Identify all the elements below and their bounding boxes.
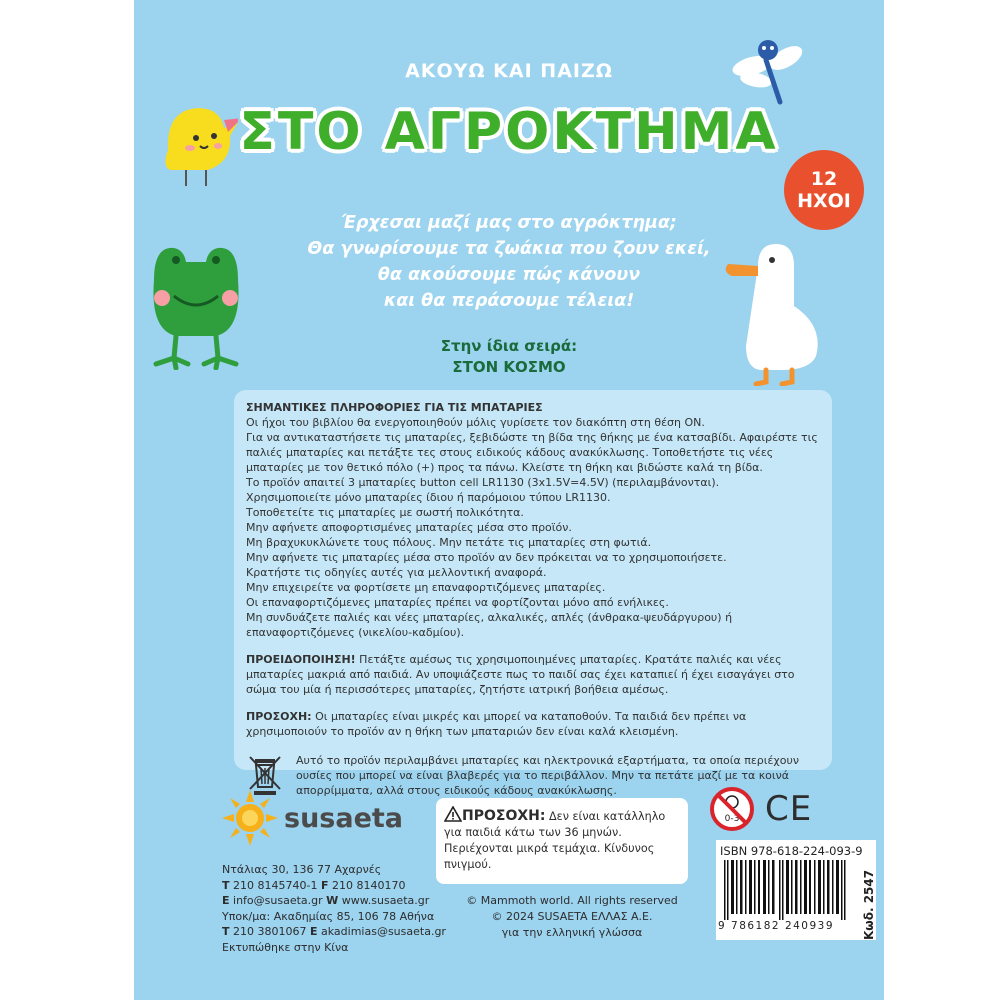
battery-info-line: Τοποθετείτε τις μπαταρίες με σωστή πολικότητα. [246,506,524,519]
battery-info-line: Χρησιμοποιείτε μόνο μπαταρίες ίδιου ή παρόμοιου τύπου LR1130. [246,491,611,504]
sounds-count: 12 [810,168,838,190]
same-series-label: Στην ίδια σειρά: [440,337,578,355]
battery-caution [246,709,820,739]
battery-info-line: Κρατήστε τις οδηγίες αυτές για μελλοντική αναφορά. [246,566,547,579]
isbn-text: ISBN 978-618-224-093-9 [720,844,863,858]
age-restriction-icon [709,786,755,832]
book-title: ΣΤΟ ΑΓΡΟΚΤΗΜΑ [239,102,779,162]
phone-label: T [222,878,230,892]
barcode-number: 9 786182 240939 [718,920,835,932]
sun-logo-icon [222,790,278,846]
intro-text [274,210,744,314]
same-series-title: ΣΤΟΝ ΚΟΣΜΟ [452,358,566,376]
battery-info-heading: ΣΗΜΑΝΤΙΚΕΣ ΠΛΗΡΟΦΟΡΙΕΣ ΓΙΑ ΤΙΣ ΜΠΑΤΑΡΙΕΣ [246,401,543,414]
phone-number: 210 8145740-1 [229,878,321,892]
crossed-bin-icon [246,753,284,795]
battery-info-line: Μη βραχυκυκλώνετε τους πόλους. Μην πετάτε τις μπαταρίες στη φωτιά. [246,536,652,549]
branch-email: akadimias@susaeta.gr [317,925,446,938]
ce-mark: CE [765,789,813,829]
branch-phone: 210 3801067 [229,925,310,938]
branch-email-label: E [310,925,318,938]
battery-info-line: Μην αφήνετε αποφορτισμένες μπαταρίες μέσα στο προϊόν. [246,521,572,534]
battery-warning-label: ΠΡΟΕΙΔΟΠΟΙΗΣΗ! [246,653,356,666]
safety-marks [709,786,812,832]
battery-warning-text: Πετάξτε αμέσως τις χρησιμοποιημένες μπαταρίες. Κρατάτε παλιές και νέες μπαταρίες μακριά από παιδιά. Αν υποψιάζεστε πως το παιδί σας έχει καταπιεί ή έχει εισαγάγει στο σώμα του μία ή περισσότερες μπαταρίες, ζητήστε ιατρική βοήθεια αμέσως. [246,653,795,696]
branch-phone-label: T [222,925,230,938]
product-code: Κωδ. 2547 [862,869,876,940]
copyright-line: για την ελληνική γλώσσα [501,926,643,939]
battery-info-line: Οι ήχοι του βιβλίου θα ενεργοποιηθούν μόλις γυρίσετε τον διακόπτη στη θέση ON. [246,416,705,429]
choking-warning-first-line [444,806,680,825]
warning-triangle-icon [444,806,462,822]
intro-line: θα ακούσουμε πώς κάνουν [377,265,641,285]
email-address: info@susaeta.gr [229,894,327,907]
battery-info-box [234,390,832,797]
barcode-icon [722,860,846,920]
battery-warning [246,652,820,697]
frog-illustration [146,240,246,370]
choking-warning-box [436,798,688,884]
printed-line: Εκτυπώθηκε στην Κίνα [222,940,349,954]
email-label: E [222,894,230,907]
web-label: W [326,894,339,907]
sounds-badge [784,150,864,230]
intro-line: Θα γνωρίσουμε τα ζωάκια που ζουν εκεί, [307,239,711,259]
publisher-contact [222,862,446,955]
branch-contact-line [222,924,446,940]
publisher-logo [222,790,403,846]
age-restriction-label: 0-3 [724,814,740,824]
fax-label: F [320,878,329,892]
battery-info-line: Για να αντικαταστήσετε τις μπαταρίες, ξεβιδώστε τη βίδα της θήκης με ένα κατσαβίδι. Αφαιρέστε τις παλιές μπαταρίες και πετάξτε τες στους ειδικούς κάδους ανακύκλωσης. Τοποθετήστε τις νέες μπαταρίες με τον θετικό πόλο (+) προς τα πάνω. Κλείστε τη θήκη και βιδώστε καλά τη βίδα. [246,431,818,474]
branch-line: Υποκ/μα: Ακαδημίας 85, 106 78 Αθήνα [222,909,435,923]
intro-line: Έρχεσαι μαζί μας στο αγρόκτημα; [341,213,677,233]
copyright-block [452,893,692,941]
copyright-line: © Mammoth world. All rights reserved [466,894,678,907]
copyright-line: © 2024 SUSAETA ΕΛΛΑΣ Α.Ε. [491,910,653,923]
battery-info-line: Μην επιχειρείτε να φορτίσετε μη επαναφορτιζόμενες μπαταρίες. [246,581,606,594]
barcode-block [716,840,876,940]
battery-info-line: Οι επαναφορτιζόμενες μπαταρίες πρέπει να φορτίζονται μόνο από ενήλικες. [246,596,669,609]
same-series-note [384,336,634,378]
email-line [222,893,446,909]
battery-caution-text: Οι μπαταρίες είναι μικρές και μπορεί να καταποθούν. Τα παιδιά δεν πρέπει να χρησιμοποιούν το προϊόν αν η θήκη των μπαταριών δεν είναι καλά κλεισμένη. [246,710,747,738]
battery-info-line: Μη συνδυάζετε παλιές και νέες μπαταρίες, αλκαλικές, απλές (άνθρακα-ψευδάργυρου) ή επαναφορτιζόμενες (νικελίου-καδμίου). [246,611,733,639]
choking-warning-text: για παιδιά κάτω των 36 μηνών. Περιέχονται μικρά τεμάχια. Κίνδυνος πνιγμού. [444,826,655,871]
battery-info-line: Το προϊόν απαιτεί 3 μπαταρίες button cell LR1130 (3x1.5V=4.5V) (περιλαμβάνονται). [246,476,720,489]
intro-line: και θα περάσουμε τέλεια! [383,291,635,311]
publisher-name: susaeta [284,802,404,834]
battery-caution-label: ΠΡΟΣΟΧΗ: [246,710,312,723]
series-title: ΑΚΟΥΩ ΚΑΙ ΠΑΙΖΩ [405,60,613,82]
choking-warning-label: ΠΡΟΣΟΧΗ: [462,808,546,824]
web-address: www.susaeta.gr [338,894,430,907]
fax-number: 210 8140170 [328,878,406,892]
phone-line [222,878,446,894]
back-cover [134,0,884,1000]
battery-info-line: Μην αφήνετε τις μπαταρίες μέσα στο προϊόν αν δεν πρόκειται να το χρησιμοποιήσετε. [246,551,727,564]
sounds-label: ΗΧΟΙ [797,190,851,212]
recycle-text: Αυτό το προϊόν περιλαμβάνει μπαταρίες και ηλεκτρονικά εξαρτήματα, τα οποία περιέχουν ουσίες που μπορεί να είναι βλαβερές για το περιβάλλον. Μην τα πετάτε μαζί με τα κοινά απορρίμματα, αλλά στους ειδικούς κάδους ανακύκλωσης. [296,754,800,797]
choking-warning-text-first: Δεν είναι κατάλληλο [545,810,666,823]
address-line: Ντάλιας 30, 136 77 Αχαρνές [222,863,382,876]
